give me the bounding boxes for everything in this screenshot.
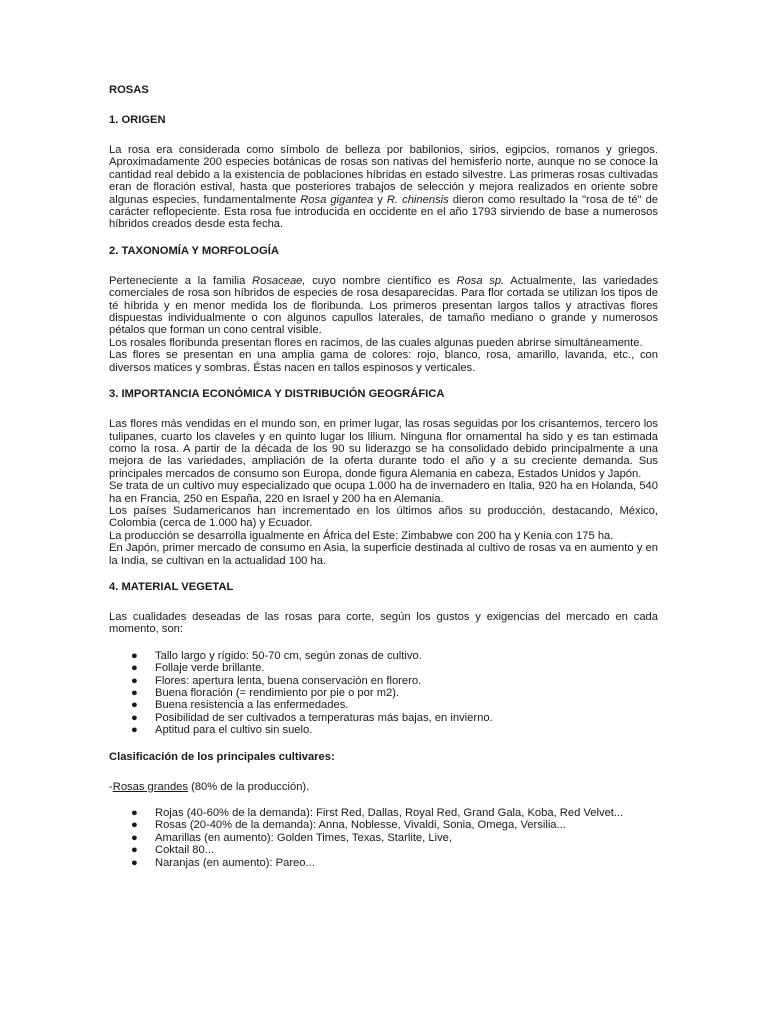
list-item: ● Flores: apertura lenta, buena conservación en florero. xyxy=(131,674,422,687)
list-item: ● Aptitud para el cultivo sin suelo. xyxy=(131,724,313,737)
bullet-icon: ● xyxy=(131,699,138,712)
bullet-icon: ● xyxy=(131,711,138,724)
bullet-icon: ● xyxy=(131,674,138,687)
bullet-icon: ● xyxy=(131,844,138,857)
cultivar-group: -Rosas grandes (80% de la producción). xyxy=(109,780,310,793)
text-run: Actualmente, las variedades comerciales de rosa son híbridos de especies de rosa desaparecidas. Para flor cortada se utilizan los tipos de té híbrida y en menor medida los de floribunda. Los primeros presentan largos tallos y atractivas flores dispuestas individualmente o con algunos capullos laterales, de tamaño mediano o grande y numerosos pétalos que forman un cono central visible. xyxy=(109,274,658,337)
bullet-icon: ● xyxy=(131,687,138,699)
text-run: cuyo nombre científico es xyxy=(305,274,457,287)
bullet-icon: ● xyxy=(131,831,138,844)
paragraph: Las flores se presentan en una amplia gama de colores: rojo, blanco, rosa, amarillo, lavanda, etc., con diversos matices y sombras. Éstas nacen en tallos espinosos y verticales. xyxy=(109,349,658,374)
species-name: R. chinensis xyxy=(386,193,449,206)
list-item: ● Rosas (20-40% de la demanda): Anna, Noblesse, Vivaldi, Sonia, Omega, Versilia... xyxy=(131,819,566,832)
paragraph: Se trata de un cultivo muy especializado que ocupa 1.000 ha de invernadero en Italia, 920 ha en Holanda, 540 ha en Francia, 250 en España, 220 en Israel y 200 ha en Alemania. xyxy=(109,480,658,505)
section-importancia xyxy=(109,388,658,567)
list-item: ● Naranjas (en aumento): Pareo... xyxy=(131,856,315,869)
paragraph: La producción se desarrolla igualmente en África del Este: Zimbabwe con 200 ha y Kenia con 175 ha. xyxy=(109,529,614,542)
bullet-icon: ● xyxy=(131,662,138,675)
section-heading: 2. TAXONOMÍA Y MORFOLOGÍA xyxy=(109,244,279,257)
section-material-vegetal xyxy=(109,581,658,869)
cultivars-list xyxy=(109,807,658,869)
section-heading: 4. MATERIAL VEGETAL xyxy=(109,580,234,593)
family-name: Rosaceae, xyxy=(252,274,306,287)
species-name: Rosa gigantea xyxy=(300,193,374,206)
document-body xyxy=(109,84,658,883)
qualities-list xyxy=(109,650,658,737)
species-name: Rosa sp. xyxy=(456,274,505,287)
bullet-icon: ● xyxy=(131,856,138,869)
text-run: Perteneciente a la familia xyxy=(109,274,253,287)
section-taxonomia xyxy=(109,245,658,374)
section-origen xyxy=(109,114,658,231)
section-heading: 1. ORIGEN xyxy=(109,114,166,126)
paragraph xyxy=(109,144,658,231)
group-label: Rosas grandes xyxy=(112,780,188,793)
text-run: y xyxy=(373,193,387,206)
list-item: ● Buena resistencia a las enfermedades. xyxy=(131,699,349,712)
paragraph xyxy=(109,275,658,337)
paragraph: Los países Sudamericanos han incrementado en los últimos años su producción, destacando, México, Colombia (cerca de 1.000 ha) y Ecuador. xyxy=(109,504,658,530)
document-title: ROSAS xyxy=(109,84,149,96)
bullet-icon: ● xyxy=(131,649,138,662)
paragraph: Las flores más vendidas en el mundo son, en primer lugar, las rosas seguidas por los crisantemos, tercero los tulipanes, cuarto los claveles y en quinto lugar los lilium. Ninguna flor ornamental ha sido y es tan estimada como la rosa. A partir de la década de los 90 su liderazgo se ha consolidado debido principalmente a una mejora de las variedades, ampliación de la oferta durante todo el año y a su creciente demanda. Sus principales mercados de consumo son Europa, donde figura Alemania en cabeza, Estados Unidos y Japón. xyxy=(109,418,658,480)
paragraph: En Japón, primer mercado de consumo en Asia, la superficie destinada al cultivo de rosas va en aumento y en la India, se cultivan en la actualidad 100 ha. xyxy=(109,542,658,567)
bullet-icon: ● xyxy=(131,724,138,737)
bullet-icon: ● xyxy=(131,807,138,820)
list-item: ● Rojas (40-60% de la demanda): First Red, Dallas, Royal Red, Grand Gala, Koba, Red Velvet... xyxy=(131,807,624,820)
list-item: ● Coktail 80... xyxy=(131,844,215,857)
list-item: ● Buena floración (= rendimiento por pie o por m2). xyxy=(131,687,400,699)
list-item: ● Posibilidad de ser cultivados a temperaturas más bajas, en invierno. xyxy=(131,711,493,724)
classification-heading: Clasificación de los principales cultivares: xyxy=(109,750,335,763)
paragraph: Los rosales floribunda presentan flores en racimos, de las cuales algunas pueden abrirse simultáneamente. xyxy=(109,336,643,349)
list-item: ● Amarillas (en aumento): Golden Times, Texas, Starlite, Live, xyxy=(131,831,453,844)
text-run: La rosa era considerada como símbolo de belleza por babilonios, sirios, egipcios, romanos y griegos. Aproximadamente 200 especies botánicas de rosas son nativas del hemisferio norte, aunque no se conoce la cantidad real debido a la existencia de poblaciones híbridas en estado silvestre. Las primeras rosas cultivadas eran de floración estival, hasta que posteriores trabajos de selección y mejora realizados en oriente sobre algunas especies, fundamentalmente xyxy=(109,144,658,206)
section-heading: 3. IMPORTANCIA ECONÓMICA Y DISTRIBUCIÓN GEOGRÁFICA xyxy=(109,388,445,401)
bullet-icon: ● xyxy=(131,819,138,832)
list-item: ● Follaje verde brillante. xyxy=(131,662,265,675)
text-run: dieron como resultado la "rosa de té" de carácter reflореciente. Esta rosa fue introducida en occidente en el año 1793 sirviendo de base a numerosos híbridos creados desde esta fecha. xyxy=(109,193,659,231)
list-item: ● Tallo largo y rígido: 50-70 cm, según zonas de cultivo. xyxy=(131,649,422,662)
paragraph: Las cualidades deseadas de las rosas para corte, según los gustos y exigencias del mercado en cada momento, son: xyxy=(109,610,658,636)
